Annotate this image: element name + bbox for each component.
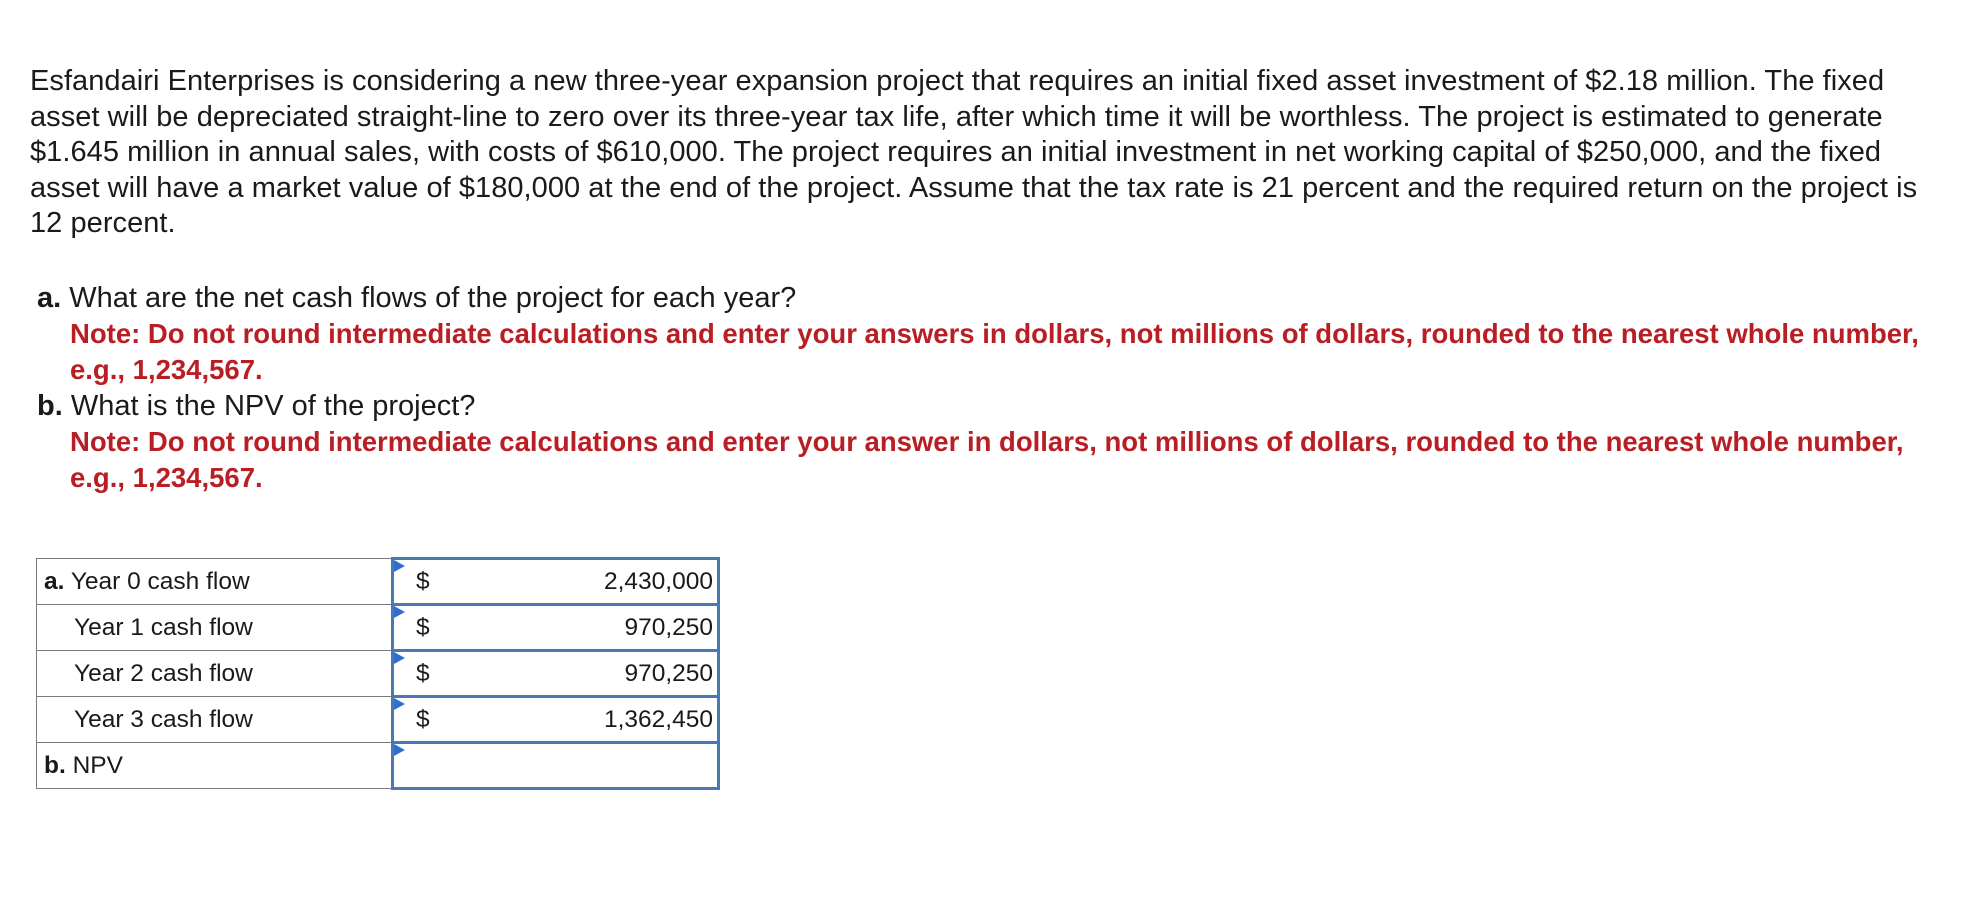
currency-symbol: $ [416, 613, 430, 641]
row-label-text: Year 2 cash flow [74, 659, 253, 687]
answer-table [36, 557, 720, 790]
row-label-npv [37, 743, 393, 789]
currency-symbol: $ [416, 705, 430, 733]
table-row [37, 605, 719, 651]
problem-container [30, 64, 1950, 496]
question-b [37, 388, 1950, 424]
table-row [37, 743, 719, 789]
flag-icon [394, 652, 405, 664]
row-label-year1 [37, 605, 393, 651]
row-label-text: Year 3 cash flow [74, 705, 253, 733]
question-b-label: b. [37, 389, 63, 422]
row-label-text: Year 0 cash flow [70, 567, 250, 595]
input-value: 970,250 [624, 613, 713, 641]
flag-icon [394, 698, 405, 710]
row-label-year0 [37, 559, 393, 605]
question-a-label: a. [37, 281, 62, 314]
row-label-year2 [37, 651, 393, 697]
table-row [37, 559, 719, 605]
flag-icon [394, 606, 405, 618]
question-b-note: Note: Do not round intermediate calculations and enter your answer in dollars, not millions of dollars, rounded to the nearest whole number, e.g., 1,234,567. [70, 425, 1904, 493]
year0-cashflow-input[interactable] [393, 559, 719, 605]
year3-cashflow-input[interactable] [393, 697, 719, 743]
year2-cashflow-input[interactable] [393, 651, 719, 697]
question-a-text: What are the net cash flows of the project for each year? [69, 281, 797, 314]
question-a-note: Note: Do not round intermediate calculations and enter your answers in dollars, not millions of dollars, rounded to the nearest whole number, e.g., 1,234,567. [70, 317, 1919, 385]
row-label-text: Year 1 cash flow [74, 613, 253, 641]
problem-statement: Esfandairi Enterprises is considering a new three-year expansion project that requires an initial fixed asset investment of $2.18 million. The fixed asset will be depreciated straight-line to zero over its three-year tax life, after which time it will be worthless. The project is estimated to generate $1.645 million in annual sales, with costs of $610,000. The project requires an initial investment in net working capital of $250,000, and the fixed asset will have a market value of $180,000 at the end of the project. Assume that the tax rate is 21 percent and the required return on the project is 12 percent. [30, 65, 1918, 239]
row-prefix: a. [44, 567, 65, 595]
currency-symbol: $ [416, 659, 430, 687]
row-label-text: NPV [72, 751, 123, 779]
table-row [37, 651, 719, 697]
input-value: 2,430,000 [604, 567, 713, 595]
npv-input[interactable] [393, 743, 719, 789]
questions-block [30, 280, 1950, 496]
input-value: 970,250 [624, 659, 713, 687]
row-prefix: b. [44, 751, 66, 779]
question-a [37, 280, 1950, 316]
currency-symbol: $ [416, 567, 430, 595]
flag-icon [394, 744, 405, 756]
row-label-year3 [37, 697, 393, 743]
year1-cashflow-input[interactable] [393, 605, 719, 651]
table-row [37, 697, 719, 743]
flag-icon [394, 560, 405, 572]
question-b-text: What is the NPV of the project? [70, 389, 476, 422]
input-value: 1,362,450 [604, 705, 713, 733]
